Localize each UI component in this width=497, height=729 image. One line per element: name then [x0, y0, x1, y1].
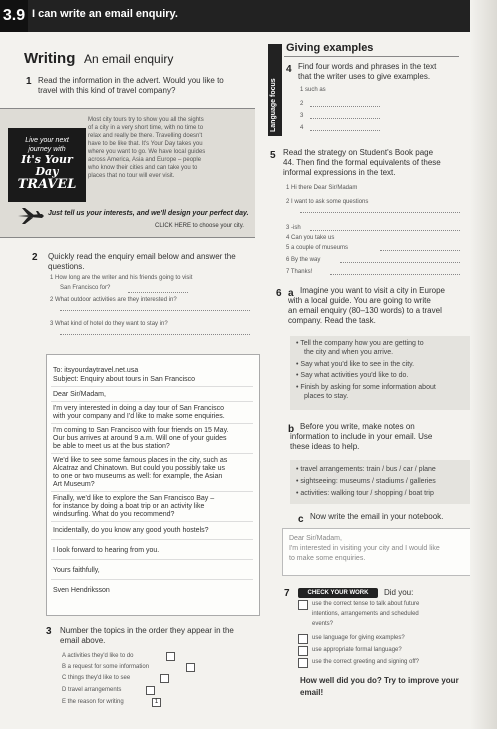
model-letter-box — [282, 528, 472, 576]
advert-body-line: Most city tours try to show you all the sights — [88, 117, 204, 123]
page-edge-shadow — [470, 0, 497, 729]
ex6b-label: b — [288, 424, 295, 435]
ex4-answer-line4[interactable] — [310, 130, 380, 131]
email-p3-line3: to one or two museums as well: for example, the Asian — [53, 473, 223, 480]
email-divider — [51, 579, 253, 580]
ex4-text-line1: Find four words and phrases in the text — [298, 62, 437, 71]
ex6c-label: c — [298, 514, 304, 525]
ex4-number: 4 — [286, 64, 292, 75]
advert-tagline: Just tell us your interests, and we'll design your perfect day. — [48, 210, 249, 217]
email-divider — [51, 521, 253, 522]
ex5-item5: 5 a couple of museums — [286, 245, 349, 251]
lesson-number: 3.9 — [0, 0, 28, 32]
ex4-line1: 1 such as — [300, 87, 326, 93]
task-tip-cont: the city and when you arrive. — [304, 349, 394, 356]
ex3-item-a: A activities they'd like to do — [62, 653, 134, 659]
ex2-text-line1: Quickly read the enquiry email below and answer the — [48, 252, 236, 261]
ex3-item-b: B a request for some information — [62, 664, 150, 670]
ex7-number: 7 — [284, 588, 290, 599]
email-divider — [51, 559, 253, 560]
check-item2: use language for giving examples? — [312, 635, 405, 641]
check-item1-line3: events? — [312, 621, 334, 627]
email-p2-line2: Our bus arrives at around 9 a.m. Will one of your guides — [53, 435, 227, 442]
ex7-question-line2: email! — [300, 688, 324, 697]
ex4-text-line2: that the writer uses to give examples. — [298, 72, 431, 81]
heading-rule — [284, 56, 459, 57]
ex6-number: 6 — [276, 288, 282, 299]
idea-text: sightseeing: museums / stadiums / galleries — [300, 478, 436, 485]
advert-body-line: where you want to go. We have local guides — [88, 149, 206, 155]
email-p6: I look forward to hearing from you. — [53, 547, 160, 554]
ideas-box — [290, 460, 470, 504]
email-greeting: Dear Sir/Madam, — [53, 391, 106, 398]
email-p1-line1: I'm very interested in doing a day tour of San Francisco — [53, 405, 224, 412]
idea-text: travel arrangements: train / bus / car / plane — [300, 466, 436, 473]
model-letter-line3: to make some enquiries. — [289, 555, 366, 562]
ex3-answer-box-a[interactable] — [166, 652, 175, 661]
ex6b-line1: Before you write, make notes on — [300, 422, 415, 431]
ex3-answer-box-b[interactable] — [186, 663, 195, 672]
ex5-item4: 4 Can you take us — [286, 235, 335, 241]
advert-body — [88, 116, 248, 180]
email-p3-line2: Alcatraz and Chinatown. But could you possibly take us — [53, 465, 225, 472]
ex6b-line3: these ideas to help. — [290, 442, 360, 451]
section-subtitle: An email enquiry — [84, 52, 174, 66]
advert-live-line2: journey with — [28, 146, 66, 153]
email-divider — [51, 401, 253, 402]
ex2-question1a: 1 How long are the writer and his friends going to visit — [50, 275, 193, 281]
ex2-answer-line2[interactable] — [60, 310, 250, 311]
check-item4: use the correct greeting and signing off? — [312, 659, 419, 665]
ex1-text-line2: travel with this kind of travel company? — [38, 86, 176, 95]
section-title: Writing — [24, 50, 76, 67]
ex2-question1b: San Francisco for? — [60, 285, 111, 291]
ex3-item-d: D travel arrangements — [62, 687, 122, 693]
ex3-text-line1: Number the topics in the order they appear in the — [60, 626, 234, 635]
advert-body-line: places that no tour will ever visit. — [88, 173, 175, 179]
check-box-1[interactable] — [298, 600, 308, 610]
task-tip: • Finish by asking for some information about — [296, 384, 436, 391]
ex4-line4: 4 — [300, 125, 304, 131]
ex2-number: 2 — [32, 252, 38, 263]
check-item1-line1: use the correct tense to talk about future — [312, 601, 420, 607]
email-divider — [51, 423, 253, 424]
advert-live-line1: Live your next — [25, 137, 69, 144]
idea-text: activities: walking tour / shopping / boat trip — [300, 490, 434, 497]
check-item1-line2: intentions, arrangements and scheduled — [312, 611, 419, 617]
idea-item: • travel arrangements: train / bus / car / plane — [296, 466, 436, 473]
advert-body-line: have to be like that. It's Your Day takes you — [88, 141, 203, 147]
language-focus-tab — [268, 44, 282, 136]
email-divider — [51, 539, 253, 540]
check-item3: use appropriate formal language? — [312, 647, 402, 653]
ex6a-line1: Imagine you want to visit a city in Europe — [300, 286, 445, 295]
ex2-answer-line3[interactable] — [60, 334, 250, 335]
ex5-item6: 6 By the way — [286, 257, 321, 263]
ex5-answer-line3[interactable] — [310, 230, 460, 231]
check-box-4[interactable] — [298, 658, 308, 668]
task-tip: • Say what you'd like to see in the city. — [296, 361, 415, 368]
ex7-question-line1: How well did you do? Try to improve your — [300, 676, 459, 685]
task-tip: • Say what activities you'd like to do. — [296, 372, 409, 379]
ex3-item-e: E the reason for writing — [62, 699, 124, 705]
email-p2-line3: be able to meet us at the bus station? — [53, 443, 170, 450]
idea-item: • sightseeing: museums / stadiums / galleries — [296, 478, 436, 485]
ex4-answer-line2[interactable] — [310, 106, 380, 107]
ex6a-line2: with a local guide. You are going to write — [288, 296, 431, 305]
ex2-text-line2: questions. — [48, 262, 85, 271]
email-p3-line1: We'd like to see some famous places in the city, such as — [53, 457, 228, 464]
ex2-question2: 2 What outdoor activities are they interested in? — [50, 297, 177, 303]
ex3-number: 3 — [46, 626, 52, 637]
email-p4-line2: for instance by doing a boat trip or an activity like — [53, 503, 205, 510]
email-p3-line4: Art Museum? — [53, 481, 95, 488]
advert-body-line: relax and really be there. Travelling doesn't — [88, 133, 203, 139]
giving-examples-title: Giving examples — [286, 42, 374, 54]
ex1-text-line1: Read the information in the advert. Would you like to — [38, 76, 224, 85]
email-p5: Incidentally, do you know any good youth hostels? — [53, 527, 209, 534]
email-divider — [51, 386, 253, 387]
ex2-question3: 3 What kind of hotel do they want to stay in? — [50, 321, 168, 327]
email-to: To: itsyourdaytravel.net.usa — [53, 367, 139, 374]
idea-item: • activities: walking tour / shopping / boat trip — [296, 490, 434, 497]
email-closing: Yours faithfully, — [53, 567, 100, 574]
ex5-item2: 2 I want to ask some questions — [286, 199, 369, 205]
email-text-box — [46, 354, 260, 616]
airplane-icon — [16, 206, 46, 226]
email-p1-line2: with your company and I'd like to make some enquiries. — [53, 413, 225, 420]
ex5-text-line1: Read the strategy on Student's Book page — [283, 148, 434, 157]
ex6a-line3: an email enquiry (80–130 words) to a travel — [288, 306, 442, 315]
ex5-text-line2: 44. Then find the formal equivalents of these — [283, 158, 441, 167]
ex4-line3: 3 — [300, 113, 304, 119]
check-your-work-badge: CHECK YOUR WORK — [298, 588, 378, 598]
ex5-answer-line6[interactable] — [340, 262, 460, 263]
task-tip-text: Say what you'd like to see in the city. — [300, 361, 415, 368]
email-p2-line1: I'm coming to San Francisco with four friends on 15 May. — [53, 427, 229, 434]
ex3-answer-box-e[interactable]: 1 — [152, 698, 161, 707]
task-tip-cont: places to stay. — [304, 393, 349, 400]
check-box-3[interactable] — [298, 646, 308, 656]
advert-body-line: who know their cities and can take you to — [88, 165, 198, 171]
ex3-answer-box-c[interactable] — [160, 674, 169, 683]
advert-brand-line1: It's Your Day — [21, 153, 73, 178]
model-letter-line2: I'm interested in visiting your city and I would like — [289, 545, 440, 552]
ex4-answer-line3[interactable] — [310, 118, 380, 119]
advert-body-line: across America, Asia and Europe – people — [88, 157, 202, 163]
ex4-line2: 2 — [300, 101, 304, 107]
ex3-item-c: C things they'd like to see — [62, 675, 131, 681]
ex5-number: 5 — [270, 150, 276, 161]
language-focus-label: Language focus — [270, 78, 277, 132]
ex5-answer-line2[interactable] — [300, 212, 460, 213]
ex5-item7: 7 Thanks! — [286, 269, 313, 275]
model-letter-line1: Dear Sir/Madam, — [289, 535, 342, 542]
advert-brand-block — [8, 128, 86, 202]
task-tips-box — [290, 336, 470, 410]
ex6a-label: a — [288, 288, 294, 299]
advert-brand-line2: TRAVEL — [17, 177, 77, 192]
ex7-did-you: Did you: — [384, 588, 414, 597]
check-box-2[interactable] — [298, 634, 308, 644]
ex6b-line2: information to include in your email. Use — [290, 432, 433, 441]
ex1-number: 1 — [26, 76, 32, 87]
email-divider — [51, 491, 253, 492]
ex5-answer-line7[interactable] — [330, 274, 460, 275]
email-p4-line1: Finally, we'd like to explore the San Francisco Bay – — [53, 495, 215, 502]
email-divider — [51, 453, 253, 454]
ex5-text-line3: informal expressions in the text. — [283, 168, 396, 177]
ex5-answer-line5[interactable] — [380, 250, 460, 251]
advert-body-line: of a city in a very short time, with no time to — [88, 125, 204, 131]
email-signature: Sven Hendriksson — [53, 587, 110, 594]
task-tip-text: Tell the company how you are getting to — [300, 340, 424, 347]
task-tip-text: Finish by asking for some information about — [300, 384, 436, 391]
ex6a-line4: company. Read the task. — [288, 316, 376, 325]
ex2-answer-line1[interactable] — [128, 292, 188, 293]
ex3-answer-box-d[interactable] — [146, 686, 155, 695]
task-tip: • Tell the company how you are getting to — [296, 340, 424, 347]
advert-click-here-link[interactable]: CLICK HERE to choose your city. — [155, 223, 244, 229]
email-p4-line3: windsurfing. What do you recommend? — [53, 511, 175, 518]
task-tip-text: Say what activities you'd like to do. — [300, 372, 409, 379]
ex6c-line1: Now write the email in your notebook. — [310, 512, 444, 521]
ex3-text-line2: email above. — [60, 636, 106, 645]
can-do-statement: I can write an email enquiry. — [32, 8, 178, 20]
email-subject: Subject: Enquiry about tours in San Francisco — [53, 376, 196, 383]
ex5-item3: 3 -ish — [286, 225, 301, 231]
ex5-item1: 1 Hi there Dear Sir/Madam — [286, 185, 358, 191]
